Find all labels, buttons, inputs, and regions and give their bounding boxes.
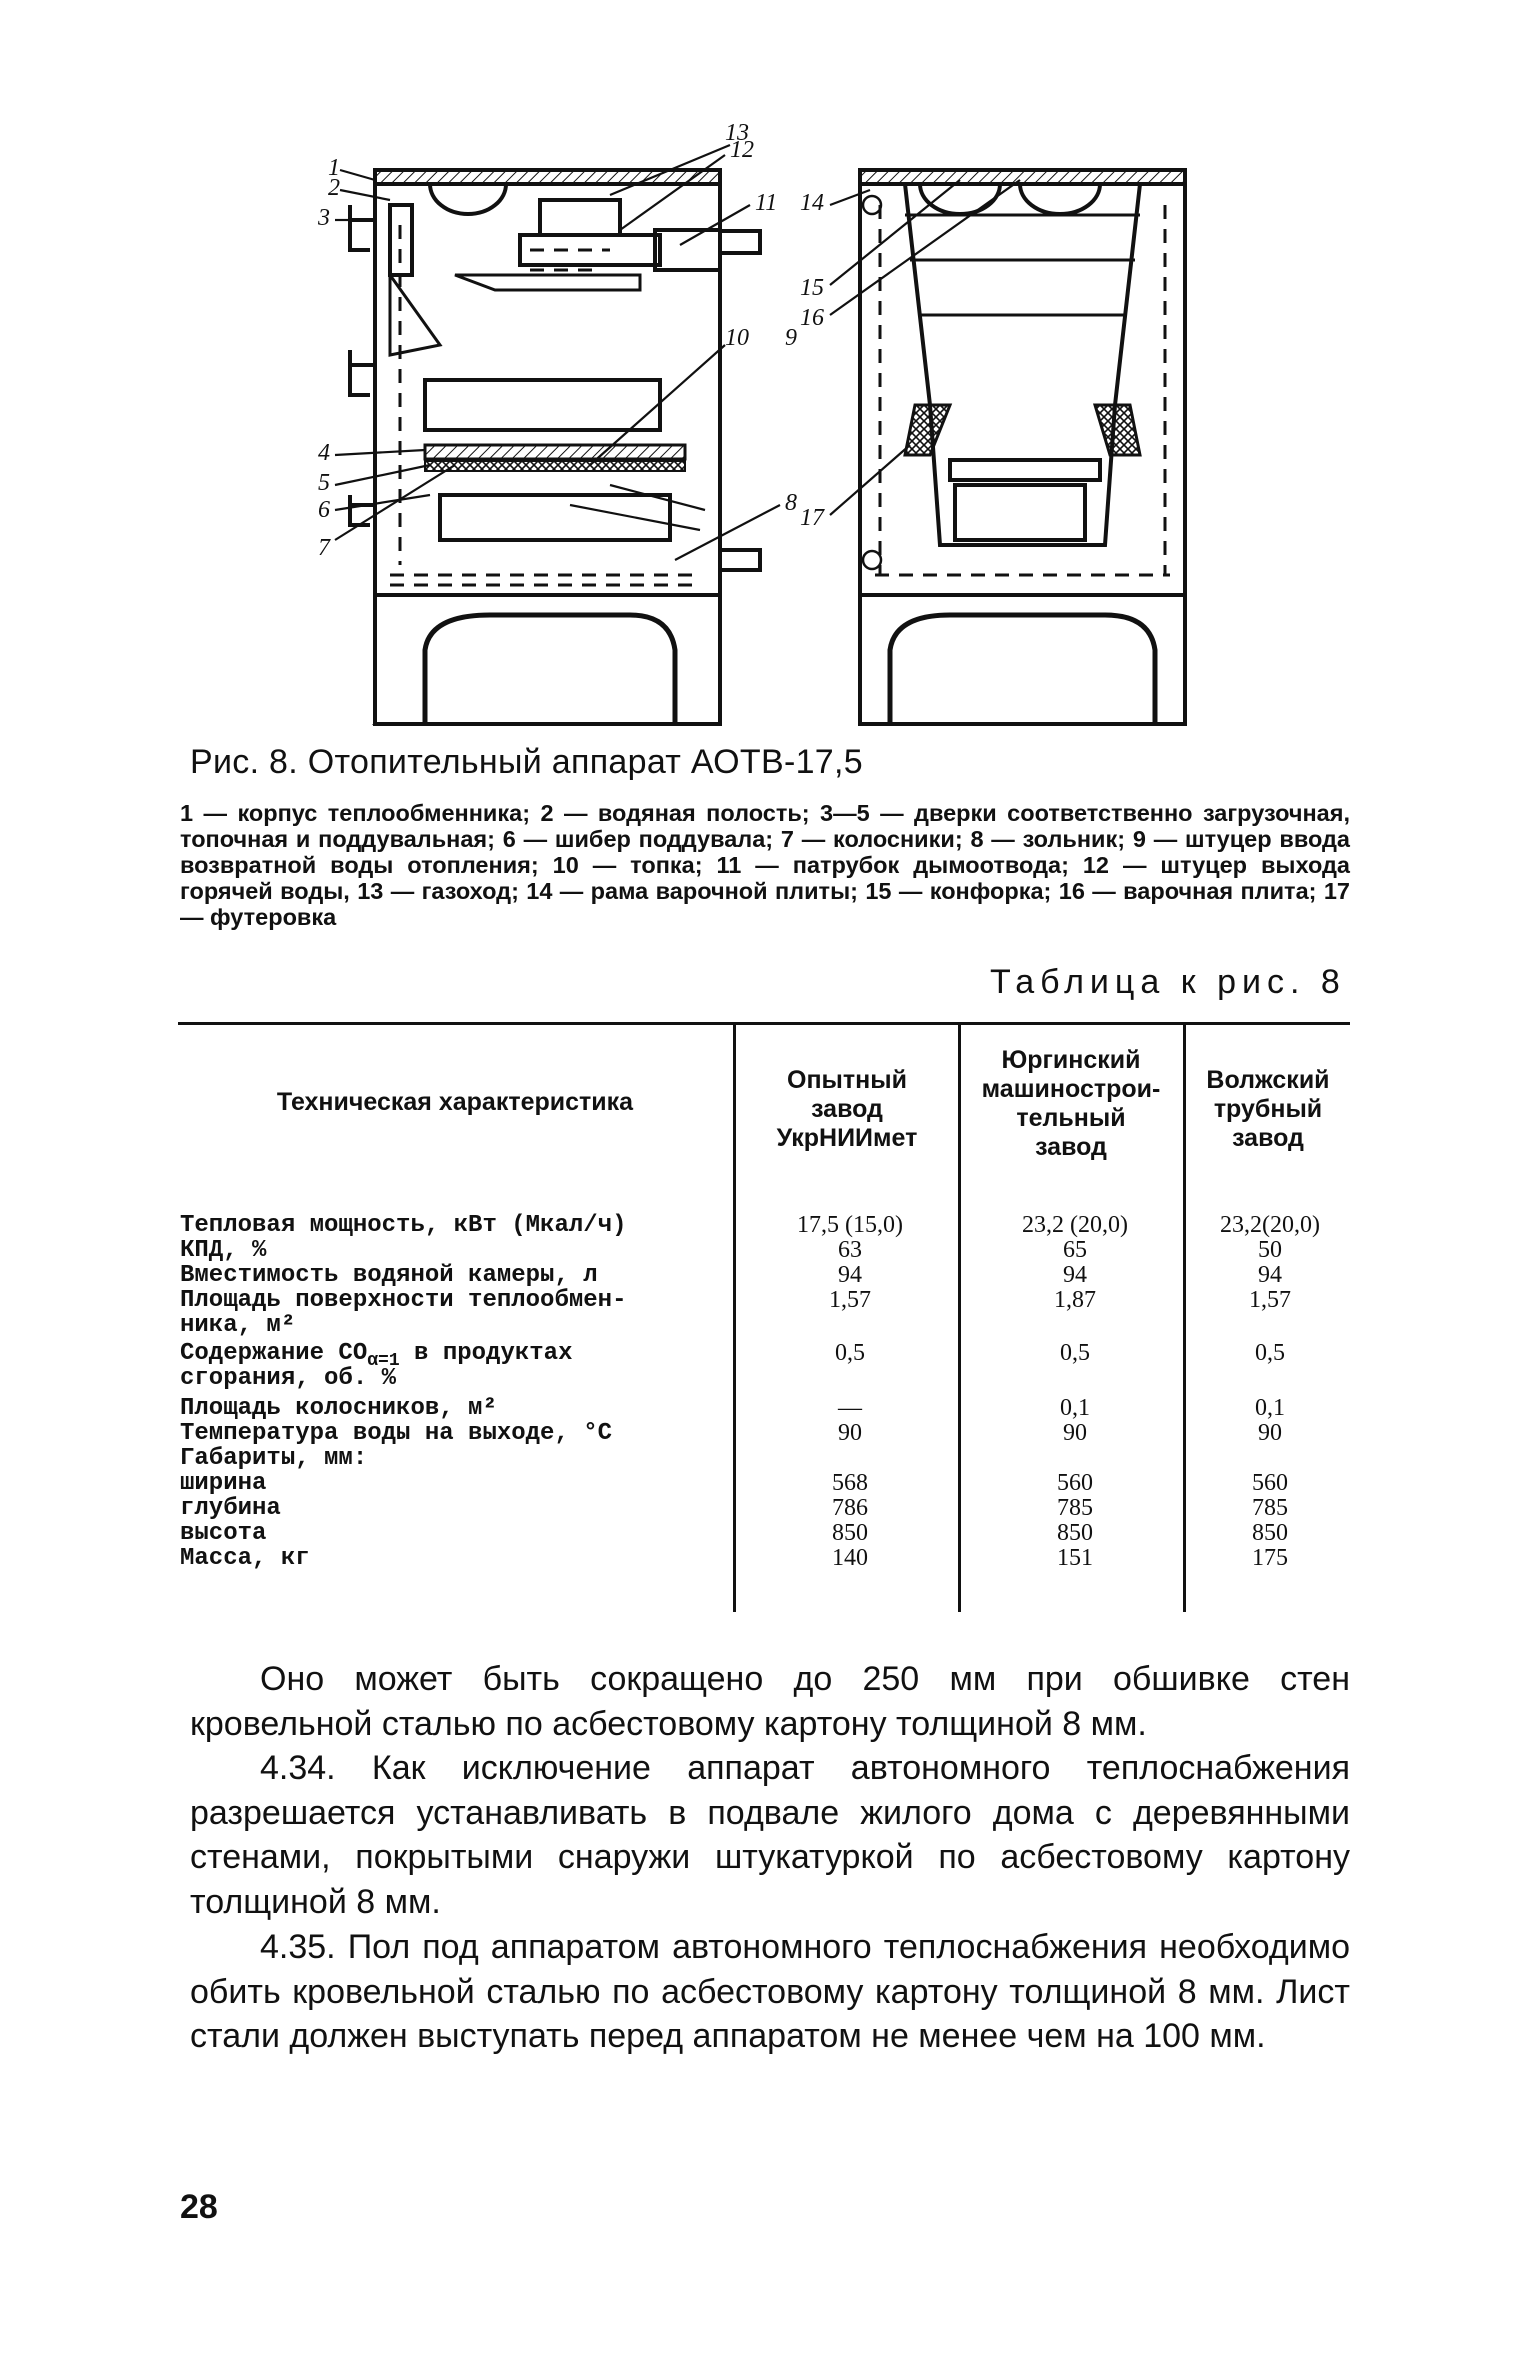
callout-12: 12 <box>730 137 754 163</box>
table-cell: 23,2 (20,0) <box>1022 1212 1128 1238</box>
table-row-label: ника, м² <box>180 1312 296 1339</box>
table-cell: 1,57 <box>829 1287 871 1313</box>
table-cell: 90 <box>1063 1420 1087 1446</box>
figure-heater-drawing <box>318 120 1290 735</box>
table-cell: 0,5 <box>835 1340 865 1366</box>
table-cell: 90 <box>1258 1420 1282 1446</box>
heater-schematic <box>318 120 1290 735</box>
table-cell: 175 <box>1252 1545 1288 1571</box>
table-cell: 94 <box>1258 1262 1282 1288</box>
table-cell: 17,5 (15,0) <box>797 1212 903 1238</box>
table-row-label: Площадь колосников, м² <box>180 1395 497 1422</box>
table-cell: 785 <box>1057 1495 1093 1521</box>
callout-13: 13 <box>725 120 749 146</box>
callout-16: 16 <box>800 305 824 331</box>
table-top-rule <box>178 1022 1350 1025</box>
table-cell: 850 <box>1252 1520 1288 1546</box>
callout-11: 11 <box>755 190 778 216</box>
table-cell: 90 <box>838 1420 862 1446</box>
table-cell: 850 <box>832 1520 868 1546</box>
callout-6: 6 <box>318 497 330 523</box>
table-row-label: КПД, % <box>180 1237 267 1264</box>
table-cell: 63 <box>838 1237 862 1263</box>
table-row-label: Площадь поверхности теплообмен- <box>180 1287 627 1314</box>
callout-8: 8 <box>785 490 797 516</box>
table-cell: 1,87 <box>1054 1287 1096 1313</box>
paragraph-4-34: 4.34. Как исключение аппарат автономного теплоснабжения разрешается устанавливать в подвале жилого дома с деревянными стенами, покрытыми снаружи штукатуркой по асбестовому картону толщиной 8 мм. <box>190 1749 1350 1921</box>
table-row-label: Вместимость водяной камеры, л <box>180 1262 598 1289</box>
table-cell: 65 <box>1063 1237 1087 1263</box>
callout-14: 14 <box>800 190 824 216</box>
table-cell: 568 <box>832 1470 868 1496</box>
table-cell: 151 <box>1057 1545 1093 1571</box>
callout-15: 15 <box>800 275 824 301</box>
table-caption: Таблица к рис. 8 <box>990 963 1346 1001</box>
table-row-label: Масса, кг <box>180 1545 310 1572</box>
table-cell: 785 <box>1252 1495 1288 1521</box>
table-cell: 0,1 <box>1060 1395 1090 1421</box>
table-cell: 560 <box>1252 1470 1288 1496</box>
callout-2: 2 <box>328 175 340 201</box>
table-header-characteristic: Техническая характеристика <box>276 1088 634 1116</box>
table-cell: 94 <box>838 1262 862 1288</box>
table-cell: 23,2(20,0) <box>1220 1212 1320 1238</box>
table-cell: 850 <box>1057 1520 1093 1546</box>
paragraph-1: Оно может быть сокращено до 250 мм при обшивке стен кровельной сталью по асбестовому картону толщиной 8 мм. <box>190 1660 1350 1743</box>
table-row-label: высота <box>180 1520 267 1547</box>
front-section-view <box>335 145 780 725</box>
table-cell: 0,5 <box>1060 1340 1090 1366</box>
table-cell: 0,1 <box>1255 1395 1285 1421</box>
table-header-volzhsky: Волжский трубный завод <box>1206 1066 1330 1152</box>
table-cell: — <box>838 1395 862 1421</box>
callout-4: 4 <box>318 440 330 466</box>
figure-title: Рис. 8. Отопительный аппарат АОТВ-17,5 <box>190 743 863 781</box>
table-cell: 560 <box>1057 1470 1093 1496</box>
callout-3: 3 <box>318 205 330 231</box>
table-column-divider <box>733 1022 736 1612</box>
side-section-view <box>830 170 1185 724</box>
table-cell: 140 <box>832 1545 868 1571</box>
callout-5: 5 <box>318 470 330 496</box>
table-cell: 1,57 <box>1249 1287 1291 1313</box>
table-header-ukrniimet: Опытный завод УкрНИИмет <box>776 1066 918 1152</box>
table-cell: 786 <box>832 1495 868 1521</box>
callout-9: 9 <box>785 325 797 351</box>
table-row-label: Тепловая мощность, кВт (Мкал/ч) <box>180 1212 627 1239</box>
table-row-label: Температура воды на выходе, °С <box>180 1420 613 1447</box>
callout-7: 7 <box>318 535 330 561</box>
page-number: 28 <box>180 2188 218 2226</box>
figure-legend: 1 — корпус теплообменника; 2 — водяная полость; 3—5 — дверки соответственно загрузочная, топочная и поддувальная; 6 — шибер поддувала; 7 — колосники; 8 — зольник; 9 — штуцер ввода возвратной воды отопления; 10 — топка; 11 — патрубок дымоотвода; 12 — штуцер выхода горячей воды, 13 — газоход; 14 — рама варочной плиты; 15 — конфорка; 16 — варочная плита; 17 — футеровка <box>180 800 1350 930</box>
callout-17: 17 <box>800 505 824 531</box>
table-row-label: Содержание $CO_{\alpha=1}$ в продуктах <box>180 1340 573 1371</box>
table-cell: 94 <box>1063 1262 1087 1288</box>
callout-10: 10 <box>725 325 749 351</box>
table-row-label: глубина <box>180 1495 281 1522</box>
table-row-label: сгорания, об. % <box>180 1365 397 1392</box>
callout-1: 1 <box>328 155 340 181</box>
paragraph-4-35: 4.35. Пол под аппаратом автономного теплоснабжения необходимо обить кровельной сталью по асбестовому картону толщиной 8 мм. Лист стали должен выступать перед аппаратом не менее чем на 100 мм. <box>190 1928 1350 2055</box>
table-header-yurga: Юргинский машинострои- тельный завод <box>981 1046 1161 1161</box>
table-row-label: ширина <box>180 1470 267 1497</box>
table-row-label: Габариты, мм: <box>180 1445 368 1472</box>
table-cell: 50 <box>1258 1237 1282 1263</box>
table-cell: 0,5 <box>1255 1340 1285 1366</box>
